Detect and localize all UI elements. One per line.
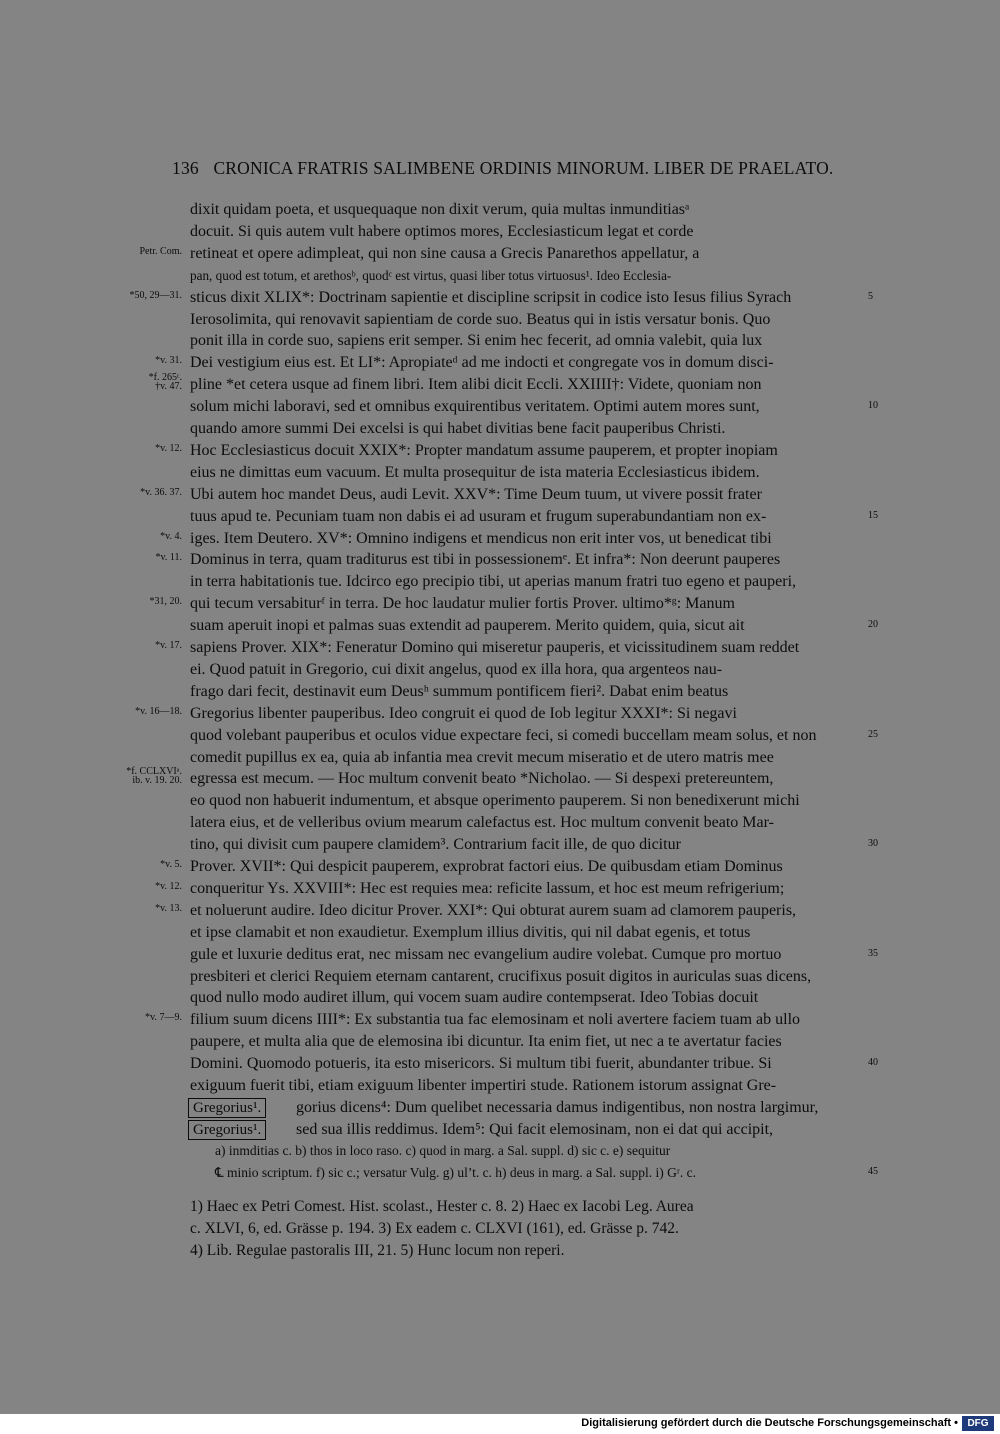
line-text: et ipse clamabit et non exaudietur. Exemplum illius divitis, qui nil dabat egenis, et totus bbox=[190, 923, 751, 941]
line-text: eius ne dimittas eum vacuum. Et multa prosequitur de ista materia Ecclesiasticus ibidem. bbox=[190, 463, 760, 481]
line-text: iges. Item Deutero. XV*: Omnino indigens et mendicus non erit inter vos, ut benedicat tibi bbox=[190, 529, 772, 547]
line-text: ei. Quod patuit in Gregorio, cui dixit angelus, quod ex illa hora, qua argenteos nau- bbox=[190, 660, 723, 678]
line-number: 35 bbox=[868, 947, 878, 959]
text-line bbox=[0, 1075, 1000, 1097]
text-line bbox=[0, 790, 1000, 812]
line-text: Prover. XVII*: Qui despicit pauperem, exprobrat factori eius. De quibusdam etiam Dominus bbox=[190, 858, 783, 875]
line-text: docuit. Si quis autem vult habere optimos mores, Ecclesiasticum legat et corde bbox=[190, 222, 694, 240]
line-text: Hoc Ecclesiasticus docuit XXIX*: Propter mandatum assume pauperem, et propter inopiam bbox=[190, 441, 778, 459]
line-text: et noluerunt audire. Ideo dicitur Prover. XXI*: Qui obturat aurem suam ad clamorem pauperis, bbox=[190, 901, 797, 919]
margin-reference: *v. 17. bbox=[155, 640, 182, 651]
text-line bbox=[0, 593, 1000, 615]
margin-reference: Petr. Com. bbox=[139, 245, 182, 257]
margin-reference: *v. 4. bbox=[160, 530, 182, 542]
text-line bbox=[0, 243, 1000, 265]
text-line bbox=[0, 637, 1000, 659]
line-text: tuus apud te. Pecuniam tuam non dabis ei ad usuram et frugum superabundantiam non ex- bbox=[190, 507, 767, 525]
text-line bbox=[0, 681, 1000, 703]
margin-reference: *v. 12. bbox=[155, 442, 182, 454]
text-line bbox=[0, 812, 1000, 834]
line-text: eo quod non habuerit indumentum, et absque operimento pauperem. Si non benedixerunt michi bbox=[190, 792, 800, 810]
running-title: CRONICA FRATRIS SALIMBENE ORDINIS MINORUM. LIBER DE PRAELATO. bbox=[213, 158, 834, 178]
line-number: 40 bbox=[868, 1057, 878, 1069]
text-line bbox=[0, 747, 1000, 769]
line-number: 30 bbox=[868, 838, 878, 850]
text-line bbox=[0, 878, 1000, 900]
line-text: gule et luxurie deditus erat, nec missam nec evangelium audire volebat. Cumque pro mortuo bbox=[190, 945, 782, 963]
text-line bbox=[0, 703, 1000, 725]
variant-line: ℄ minio scriptum. f) sic c.; versatur Vulg. g) ul’t. c. h) deus in marg. a Sal. suppl. i) Gʳ. c. 45 bbox=[215, 1165, 878, 1180]
line-text: conqueritur Ys. XXVIII*: Hec est requies mea: reficite lassum, et hoc est meum refrigerium; bbox=[190, 879, 785, 897]
text-line bbox=[0, 922, 1000, 944]
text-line bbox=[0, 725, 1000, 747]
footnote-line: 4) Lib. Regulae pastoralis III, 21. 5) Hunc locum non reperi. bbox=[190, 1242, 565, 1259]
line-number: 45 bbox=[868, 1166, 878, 1177]
line-text: quod nullo modo audiret illum, qui vocem suam audire contempserat. Ideo Tobias docuit bbox=[190, 989, 759, 1007]
text-line bbox=[0, 287, 1000, 309]
margin-reference: *v. 16—18. bbox=[135, 705, 182, 717]
text-line bbox=[0, 1031, 1000, 1053]
margin-reference: *v. 5. bbox=[160, 859, 182, 870]
line-text: presbiteri et clerici Requiem eternam cantarent, crucifixus posuit digitos in auriculas suas dicens, bbox=[190, 967, 812, 985]
line-number: 15 bbox=[868, 509, 878, 521]
text-line bbox=[0, 396, 1000, 418]
line-text: ponit illa in corde suo, sapiens erit semper. Si enim hec fecerit, ad omnia valebit, quia lux bbox=[190, 332, 763, 350]
text-line bbox=[0, 330, 1000, 352]
line-text: Dei vestigium eius est. Et LI*: Apropiateᵈ ad me indocti et congregate vos in domum disci- bbox=[190, 354, 774, 372]
footer-bar bbox=[0, 1414, 1000, 1434]
line-text: solum michi laboravi, sed et omnibus exquirentibus veritatem. Optimi autem mores sunt, bbox=[190, 398, 760, 416]
running-header bbox=[172, 158, 852, 179]
line-text: Domini. Quomodo potueris, ita esto misericors. Si multum tibi fuerit, abundanter tribue. Si bbox=[190, 1055, 772, 1073]
boxed-margin-label: Gregorius¹. bbox=[188, 1098, 266, 1118]
text-line bbox=[0, 462, 1000, 484]
margin-reference: *v. 36. 37. bbox=[140, 486, 182, 498]
variant-line: a) inmditias c. b) thos in loco raso. c) quod in marg. a Sal. suppl. d) sic c. e) sequitur bbox=[215, 1143, 671, 1158]
text-line bbox=[0, 440, 1000, 462]
text-line bbox=[0, 265, 1000, 287]
text-line bbox=[0, 659, 1000, 681]
text-line bbox=[0, 1053, 1000, 1075]
line-number: 10 bbox=[868, 400, 878, 412]
line-text: dixit quidam poeta, et usquequaque non dixit verum, quia multas inmunditiasᵃ bbox=[190, 201, 690, 218]
text-line bbox=[0, 856, 1000, 878]
line-text: in terra habitationis tue. Idcirco ego precipio tibi, ut aperias manum fratri tuo egeno et pauperi, bbox=[190, 573, 797, 591]
text-line bbox=[0, 900, 1000, 922]
line-text: comedit pupillus ex ea, quia ab infantia mea crevit mecum miseratio et de utero matris mee bbox=[190, 748, 774, 766]
text-line bbox=[0, 834, 1000, 856]
footnote-line: c. XLVI, 6, ed. Grässe p. 194. 3) Ex eadem c. CLXVI (161), ed. Grässe p. 742. bbox=[190, 1220, 679, 1237]
line-text: quando amore summi Dei excelsi is qui habet divitias bene facit pauperibus Christi. bbox=[190, 420, 726, 437]
text-line bbox=[0, 484, 1000, 506]
boxed-margin-label: Gregorius¹. bbox=[188, 1120, 266, 1140]
variant-notes bbox=[215, 1140, 878, 1184]
margin-reference: *v. 12. bbox=[155, 880, 182, 892]
boxed-text-line bbox=[0, 1097, 1000, 1119]
line-text: qui tecum versabiturᶠ in terra. De hoc laudatur mulier fortis Prover. ultimo*ᵍ: Manum bbox=[190, 595, 735, 613]
line-text: exiguum fuerit tibi, etiam exiguum libenter impertiri stude. Rationem istorum assignat Gre- bbox=[190, 1077, 777, 1094]
margin-reference: *v. 11. bbox=[155, 552, 182, 564]
text-line bbox=[0, 506, 1000, 528]
margin-reference: *f. 265ᶜ. †v. 47. bbox=[148, 372, 182, 393]
text-line bbox=[0, 571, 1000, 593]
line-text: pan, quod est totum, et arethosᵇ, quodᶜ est virtus, quasi liber totus virtuosus¹. Ideo Ecclesia- bbox=[190, 267, 672, 283]
line-text: filium suum dicens IIII*: Ex substantia tua fac elemosinam et noli avertere faciem tuam ab ullo bbox=[190, 1011, 801, 1029]
margin-reference: *f. CCLXVIᵃ. ib. v. 19. 20. bbox=[126, 766, 182, 787]
text-line bbox=[0, 221, 1000, 243]
dfg-logo: DFG bbox=[962, 1416, 994, 1431]
line-text: Ierosolimita, qui renovavit sapientiam de corde suo. Beatus qui in istis versatur bonis. Quo bbox=[190, 310, 771, 328]
margin-reference: *31, 20. bbox=[149, 596, 182, 608]
text-line bbox=[0, 374, 1000, 396]
margin-reference: *50, 29—31. bbox=[129, 289, 182, 301]
line-number: 25 bbox=[868, 728, 878, 740]
text-line bbox=[0, 528, 1000, 550]
text-line bbox=[0, 966, 1000, 988]
footer-text: Digitalisierung gefördert durch die Deutsche Forschungsgemeinschaft • bbox=[581, 1417, 958, 1429]
line-text: quod volebant pauperibus et oculos vidue expectare feci, si comedi buccellam meam solus, et non bbox=[190, 726, 817, 744]
boxed-text-line bbox=[0, 1119, 1000, 1141]
page-number: 136 bbox=[172, 158, 199, 178]
line-text: tino, qui divisit cum paupere clamidem³. Contrarium facit ille, de quo dicitur bbox=[190, 836, 681, 854]
margin-reference: *v. 31. bbox=[155, 355, 182, 367]
line-text: Ubi autem hoc mandet Deus, audi Levit. XXV*: Time Deum tuum, ut vivere possit frater bbox=[190, 485, 762, 503]
text-line bbox=[0, 549, 1000, 571]
text-line bbox=[0, 352, 1000, 374]
line-number: 5 bbox=[868, 290, 873, 302]
line-text: paupere, et multa alia que de elemosina ibi dicuntur. Ita enim fiet, ut nec a te avertatur facies bbox=[190, 1033, 782, 1051]
text-line bbox=[0, 768, 1000, 790]
margin-reference: *v. 13. bbox=[155, 902, 182, 914]
footnote-line: 1) Haec ex Petri Comest. Hist. scolast., Hester c. 8. 2) Haec ex Iacobi Leg. Aurea bbox=[190, 1198, 694, 1215]
line-number: 20 bbox=[868, 619, 878, 631]
text-line bbox=[0, 1009, 1000, 1031]
footnotes bbox=[190, 1196, 870, 1262]
text-line bbox=[0, 944, 1000, 966]
line-text: sapiens Prover. XIX*: Feneratur Domino qui miseretur pauperis, et vicissitudinem suam reddet bbox=[190, 639, 800, 656]
line-text: egressa est mecum. — Hoc multum convenit beato *Nicholao. — Si despexi pretereuntem, bbox=[190, 770, 774, 788]
text-line bbox=[0, 615, 1000, 637]
line-text: retineat et opere adimpleat, qui non sine causa a Grecis Panarethos appellatur, a bbox=[190, 244, 700, 262]
line-text: gorius dicens⁴: Dum quelibet necessaria damus indigentibus, non nostra largimur, bbox=[296, 1098, 819, 1116]
line-text: suam aperuit inopi et palmas suas extendit ad pauperem. Merito quidem, quia, sicut ait bbox=[190, 617, 745, 635]
text-line bbox=[0, 987, 1000, 1009]
text-line bbox=[0, 418, 1000, 440]
line-text: sticus dixit XLIX*: Doctrinam sapientie et discipline scripsit in codice isto Iesus filius Syrach bbox=[190, 288, 792, 306]
line-text: pline *et cetera usque ad finem libri. Item alibi dicit Eccli. XXIIII†: Videte, quoniam non bbox=[190, 376, 762, 394]
line-text: Gregorius libenter pauperibus. Ideo congruit ei quod de Iob legitur XXXI*: Si negavi bbox=[190, 704, 737, 722]
margin-reference: *v. 7—9. bbox=[145, 1012, 182, 1024]
line-text: frago dari fecit, destinavit eum Deusʰ summum pontificem fieri². Dabat enim beatus bbox=[190, 682, 729, 700]
line-text: latera eius, et de velleribus ovium mearum calefactus est. Hoc multum convenit beato Mar- bbox=[190, 814, 774, 832]
text-line bbox=[0, 199, 1000, 221]
line-text: Dominus in terra, quam traditurus est tibi in possessionemᵉ. Et infra*: Non deerunt pauperes bbox=[190, 551, 781, 569]
text-line bbox=[0, 309, 1000, 331]
line-text: sed sua illis reddimus. Idem⁵: Qui facit elemosinam, non ei dat qui accipit, bbox=[296, 1120, 774, 1138]
